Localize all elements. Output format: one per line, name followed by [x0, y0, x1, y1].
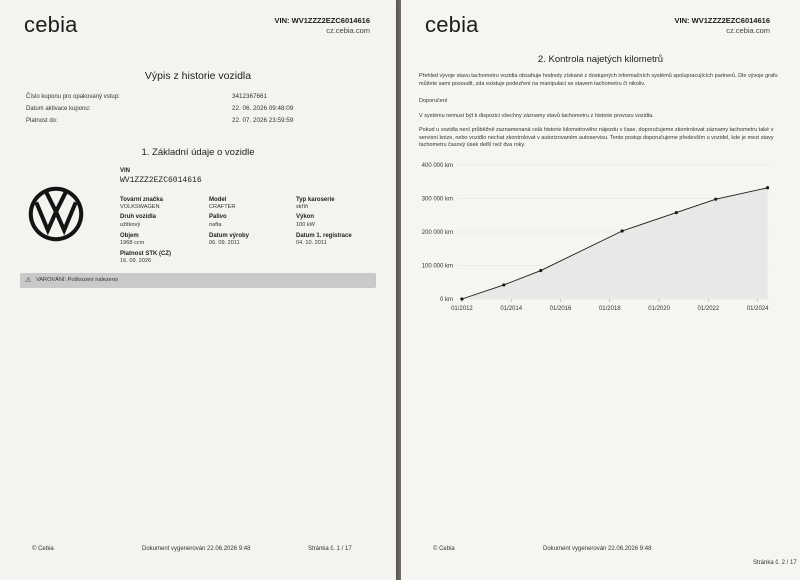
coupon-value: 3412367661	[232, 93, 268, 100]
footer-page-number: Stránka č. 1 / 17	[308, 546, 352, 552]
x-tick-label: 01/2020	[648, 306, 670, 312]
mileage-chart	[405, 155, 775, 315]
coupon-label: Číslo kuponu pro opakovaný vstup:	[26, 94, 120, 100]
activation-value: 22. 06. 2026 09:48:09	[232, 105, 294, 112]
cebia-logo: cebia	[24, 12, 78, 37]
footer-copyright: © Cebia	[32, 546, 54, 552]
stk-value: 16. 09. 2026	[120, 258, 152, 264]
mileage-point	[714, 198, 717, 201]
mileage-point	[675, 211, 678, 214]
mileage-point	[502, 283, 505, 286]
warning-banner	[20, 273, 376, 288]
body-type-value: skříň	[296, 204, 309, 210]
y-tick-label: 300 000 km	[421, 196, 453, 203]
footer-generated: Dokument vygenerován 22.06.2026 9:48	[543, 546, 652, 552]
power-label: Výkon	[296, 214, 315, 220]
footer-copyright: © Cebia	[433, 546, 455, 552]
registration-value: 04. 10. 2011	[296, 240, 327, 246]
footer-page-number: Stránka č. 2 / 17	[753, 560, 797, 566]
fuel-label: Palivo	[209, 214, 227, 220]
vin-header	[275, 16, 370, 36]
vin-value: WV1ZZZ2EZC6014616	[120, 176, 202, 185]
section-title-basic: 1. Základní údaje o vozidle	[141, 147, 255, 158]
vin-header	[675, 16, 770, 36]
vin-header-text: VIN: WV1ZZZ2EZC6014616	[274, 16, 370, 25]
production-date-value: 06. 09. 2011	[209, 240, 240, 246]
x-tick-label: 01/2014	[500, 306, 523, 312]
brand-value: VOLKSWAGEN	[120, 204, 160, 210]
model-label: Model	[209, 197, 227, 203]
page-title: Výpis z historie vozidla	[144, 70, 252, 82]
x-tick-label: 01/2018	[598, 306, 621, 312]
warning-text: VAROVÁNÍ: Poškození nalezeno	[36, 277, 118, 283]
y-tick-label: 200 000 km	[421, 230, 453, 236]
y-tick-label: 100 000 km	[421, 263, 453, 270]
mileage-point	[539, 269, 542, 272]
model-value: CRAFTER	[209, 204, 236, 210]
footer-generated: Dokument vygenerován 22.06.2026 9:48	[142, 546, 251, 552]
fuel-value: nafta	[209, 222, 222, 228]
validity-label: Platnost do:	[26, 118, 58, 124]
vehicle-kind-label: Druh vozidla	[120, 214, 157, 220]
activation-label: Datum aktivace kuponu:	[26, 106, 91, 112]
section-title-mileage: 2. Kontrola najetých kilometrů	[537, 54, 664, 65]
brand-label: Tovární značka	[120, 197, 163, 203]
page-1	[0, 0, 396, 580]
vin-label: VIN	[120, 168, 131, 174]
x-tick-label: 01/2016	[549, 306, 572, 312]
website-text: cz.cebia.com	[726, 26, 770, 35]
vehicle-kind-value: užitkový	[120, 222, 141, 228]
x-tick-label: 01/2022	[697, 306, 720, 312]
mileage-area	[462, 188, 768, 299]
mileage-intro: Přehled vývoje stavu tachometru vozidla obsahuje hodnoty získané z dostupných informačních systémů spolupracujících partnerů. Dle vývoje grafu můžete sami posoudit, zda existuje podezření na manipulaci se stavem tachometru či nikoliv.	[419, 73, 778, 87]
validity-value: 22. 07. 2026 23:59:59	[232, 117, 294, 124]
mileage-point	[766, 186, 769, 189]
body-type-label: Typ karoserie	[296, 197, 335, 203]
stk-label: Platnost STK (CZ)	[120, 251, 171, 257]
recommendation-text: Pokud u vozidla není průběžně zaznamenaná celá historie kilometrového nájezdu v čase, doporučujeme zkontrolovat záznamy tachometru také v servisní knize, nebo vozidlo nechat zkontrolovat v autorizovaném autoservisu. Tento postup doporučujeme především u vozidel, kde je mezi stavy tachometru časový úsek delší než dva roky.	[419, 127, 774, 149]
recommendation-note: V systému nemusí být k dispozici všechny záznamy stavů tachometru z historie provozu vozidla.	[419, 113, 654, 119]
recommendation-heading: Doporučení	[419, 98, 448, 104]
production-date-label: Datum výroby	[209, 233, 250, 239]
registration-label: Datum 1. registrace	[296, 233, 352, 239]
power-value: 100 kW	[296, 222, 315, 228]
x-tick-label: 01/2024	[746, 306, 769, 312]
y-tick-label: 400 000 km	[421, 163, 453, 169]
vin-header-text: VIN: WV1ZZZ2EZC6014616	[674, 16, 770, 25]
website-text: cz.cebia.com	[326, 26, 370, 35]
warning-icon: ⚠	[25, 277, 32, 284]
volume-label: Objem	[120, 233, 139, 239]
cebia-logo: cebia	[425, 12, 479, 37]
x-tick-label: 01/2012	[451, 306, 473, 312]
volume-value: 1968 ccm	[120, 240, 145, 246]
y-tick-label: 0 km	[439, 297, 453, 303]
mileage-point	[621, 229, 624, 232]
vw-logo-icon	[27, 185, 85, 243]
mileage-point	[460, 297, 463, 300]
